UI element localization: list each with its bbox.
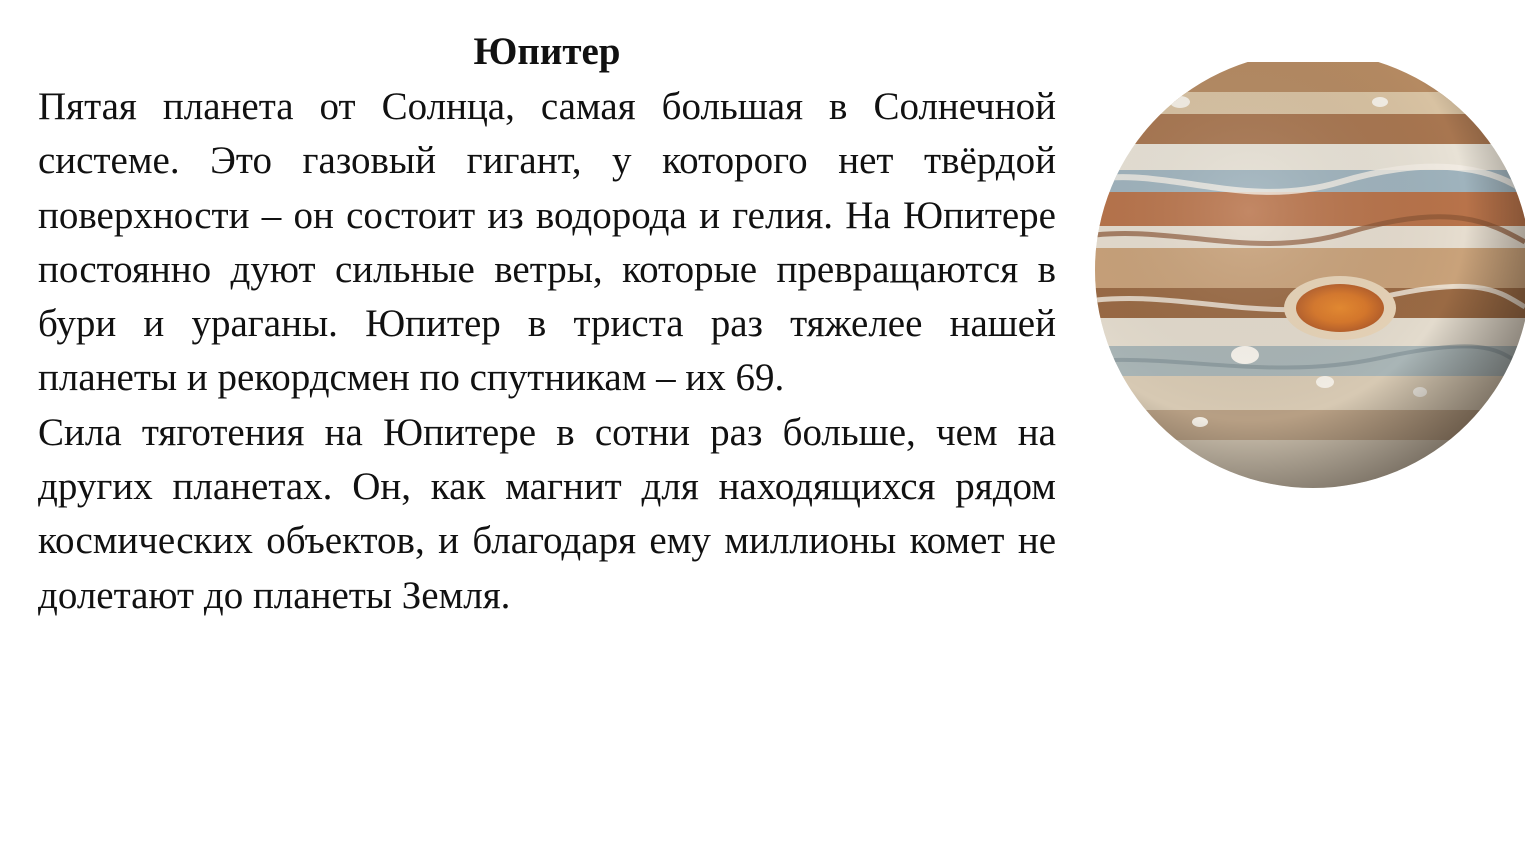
paragraph-gravity: Сила тяготения на Юпитере в сотни раз больше, чем на других планетах. Он, как магнит для находящихся рядом космических объектов, и благодаря ему миллионы комет не долетают до планеты Земля. [38, 410, 1056, 617]
jupiter-illustration [1080, 62, 1525, 490]
jupiter-image [1080, 62, 1525, 490]
slide-title: Юпитер [473, 30, 621, 73]
paragraph-description: Пятая планета от Солнца, самая большая в Солнечной системе. Это газовый гигант, у которого нет твёрдой поверхности – он состоит из водорода и гелия. На Юпитере постоянно дуют сильные ветры, которые превращаются в бури и ураганы. Юпитер в триста раз тяжелее нашей планеты и рекордсмен по спутникам – их 69. [38, 85, 1056, 400]
body-text [38, 80, 1056, 623]
